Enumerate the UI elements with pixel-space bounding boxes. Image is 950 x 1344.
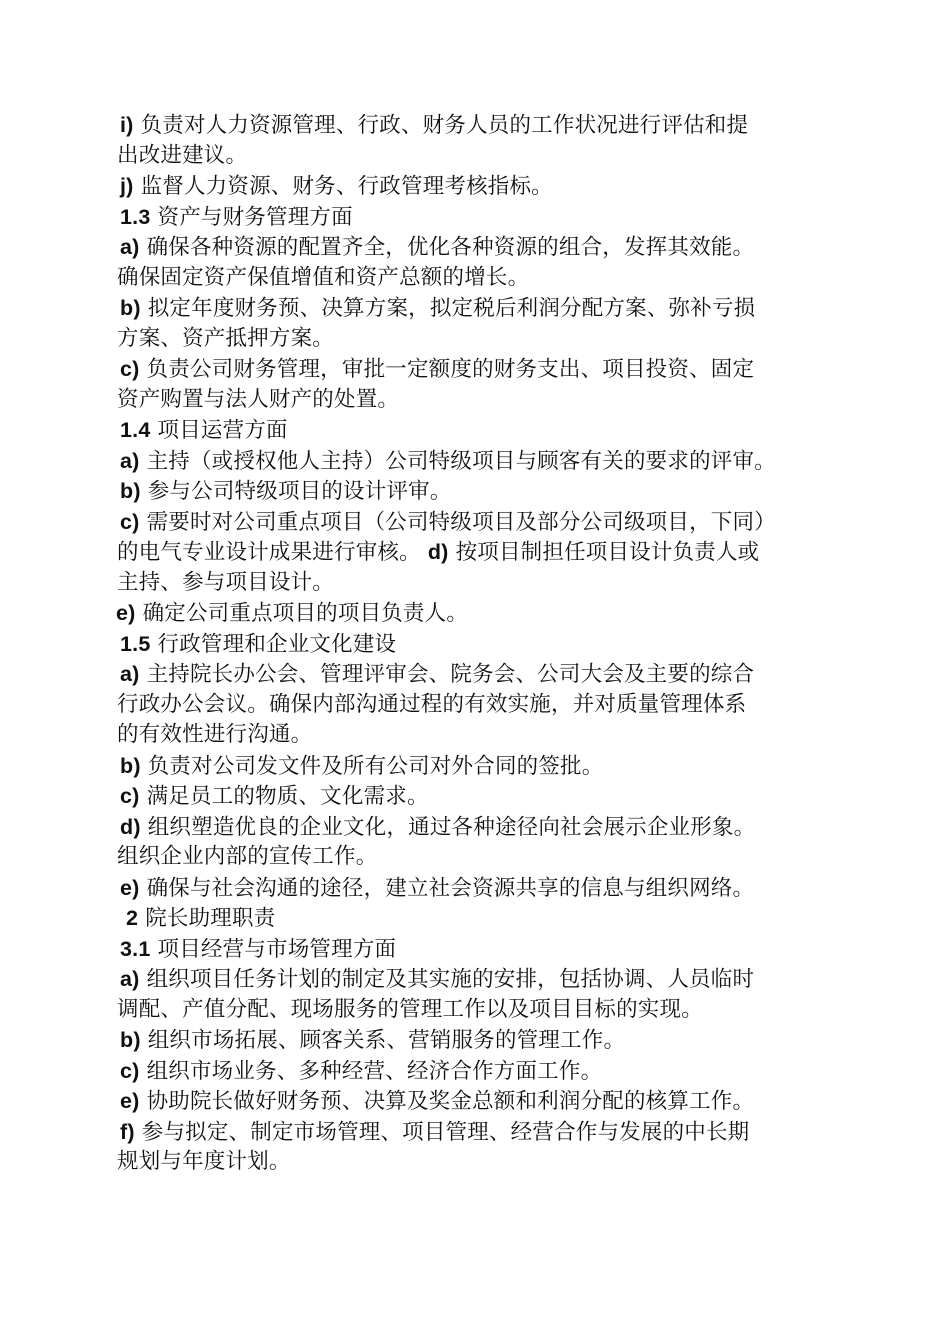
- text-line: [120, 934, 396, 964]
- line-text: 组织塑造优良的企业文化，通过各种途径向社会展示企业形象。: [140, 814, 756, 840]
- line-text: 出改进建议。: [117, 142, 248, 168]
- line-text: 需要时对公司重点项目（公司特级项目及部分公司级项目，下同）: [139, 509, 776, 535]
- line-text: 参与公司特级项目的设计评审。: [140, 479, 452, 504]
- item-label: d): [120, 814, 141, 839]
- line-text: 规划与年度计划。: [117, 1149, 291, 1174]
- text-line: [117, 690, 746, 720]
- item-label: b): [120, 1028, 141, 1052]
- line-text: 方案、资产抵押方案。: [117, 325, 335, 351]
- text-line: [126, 903, 275, 933]
- item-label: 1.4: [120, 418, 151, 442]
- text-line: [120, 1117, 749, 1147]
- line-text: 主持院长办公会、管理评审会、院务会、公司大会及主要的综合: [139, 662, 755, 687]
- text-line: [120, 446, 776, 476]
- item-label: c): [120, 784, 140, 808]
- line-text: 组织企业内部的宣传工作。: [117, 844, 378, 869]
- line-text: 按项目制担任项目设计负责人或: [448, 540, 760, 565]
- line-text: 主持、参与项目设计。: [117, 569, 335, 595]
- line-text: 确定公司重点项目的项目负责人。: [135, 601, 469, 626]
- line-text: 资产与财务管理方面: [150, 204, 353, 230]
- line-text: 调配、产值分配、现场服务的管理工作以及项目目标的实现。: [117, 996, 703, 1022]
- text-line: [117, 141, 247, 171]
- text-line: [120, 781, 429, 811]
- line-text: 行政办公会议。确保内部沟通过程的有效实施，并对质量管理体系: [117, 691, 747, 717]
- text-line: [117, 324, 334, 354]
- line-text: 主持（或授权他人主持）公司特级项目与顾客有关的要求的评审。: [139, 448, 776, 474]
- text-line: [120, 1086, 754, 1116]
- text-line: [120, 354, 754, 384]
- item-label: j): [120, 174, 134, 198]
- line-text: 监督人力资源、财务、行政管理考核指标。: [133, 174, 553, 199]
- item-label: b): [120, 753, 141, 778]
- text-line: [120, 873, 754, 903]
- line-text: 拟定年度财务预、决算方案，拟定税后利润分配方案、弥补亏损: [140, 296, 756, 321]
- item-label: 3.1: [120, 936, 151, 961]
- text-line: [120, 171, 553, 201]
- line-text: 负责对公司发文件及所有公司对外合同的签批。: [140, 753, 604, 779]
- text-line: [120, 964, 754, 994]
- text-line: [116, 598, 468, 628]
- line-text: 项目运营方面: [150, 418, 288, 443]
- text-line: [117, 995, 703, 1025]
- item-label: 1.5: [120, 631, 151, 656]
- line-text: 负责对人力资源管理、行政、财务人员的工作状况进行评估和提: [133, 113, 749, 138]
- line-text: 满足员工的物质、文化需求。: [139, 784, 429, 809]
- text-line: [120, 659, 754, 689]
- line-text: 行政管理和企业文化建设: [150, 631, 397, 657]
- line-text: 院长助理职责: [138, 906, 276, 931]
- line-text: 确保固定资产保值增值和资产总额的增长。: [117, 264, 530, 290]
- item-label: a): [120, 235, 140, 259]
- line-text: 项目经营与市场管理方面: [150, 936, 397, 962]
- text-line: [120, 476, 452, 506]
- text-line: [120, 629, 396, 659]
- text-line: [117, 720, 312, 750]
- item-label: c): [120, 1058, 140, 1083]
- text-line: [120, 751, 603, 781]
- item-label: a): [120, 967, 140, 991]
- item-label: a): [120, 662, 140, 686]
- text-line: [120, 812, 755, 842]
- line-text: 组织项目任务计划的制定及其实施的安排，包括协调、人员临时: [139, 967, 755, 992]
- text-line: [120, 202, 353, 232]
- text-line: [120, 1056, 602, 1086]
- text-line: [120, 110, 748, 140]
- item-label: b): [120, 479, 141, 503]
- line-text: 的有效性进行沟通。: [117, 722, 313, 747]
- line-text: 的电气专业设计成果进行审核。: [117, 540, 428, 565]
- item-label: 2: [126, 906, 139, 930]
- text-line: [117, 537, 759, 567]
- line-text: 组织市场业务、多种经营、经济合作方面工作。: [139, 1058, 603, 1084]
- text-line: [120, 293, 755, 323]
- line-text: 负责公司财务管理，审批一定额度的财务支出、项目投资、固定: [139, 357, 755, 382]
- line-text: 确保各种资源的配置齐全，优化各种资源的组合，发挥其效能。: [139, 235, 755, 260]
- text-line: [120, 232, 754, 262]
- line-text: 组织市场拓展、顾客关系、营销服务的管理工作。: [140, 1028, 626, 1053]
- text-line: [117, 568, 334, 598]
- text-line: [117, 263, 529, 293]
- item-label: e): [120, 1089, 140, 1113]
- item-label: a): [120, 448, 140, 473]
- text-line: [120, 415, 288, 445]
- line-text: 协助院长做好财务预、决算及奖金总额和利润分配的核算工作。: [139, 1089, 755, 1114]
- text-line: [117, 1147, 291, 1177]
- line-text: 资产购置与法人财产的处置。: [117, 386, 400, 412]
- line-text: 确保与社会沟通的途径，建立社会资源共享的信息与组织网络。: [139, 875, 755, 901]
- text-line: [117, 842, 377, 872]
- text-line: [117, 385, 399, 415]
- item-label: i): [120, 113, 134, 137]
- item-label: e): [120, 875, 140, 900]
- line-text: 参与拟定、制定市场管理、项目管理、经营合作与发展的中长期: [134, 1119, 750, 1145]
- item-label: d): [427, 540, 449, 564]
- item-label: e): [116, 601, 136, 625]
- item-label: c): [120, 509, 140, 534]
- item-label: f): [120, 1119, 135, 1144]
- item-label: c): [120, 357, 140, 381]
- item-label: 1.3: [120, 204, 151, 229]
- text-line: [120, 1025, 625, 1055]
- text-line: [120, 507, 776, 537]
- item-label: b): [120, 296, 141, 320]
